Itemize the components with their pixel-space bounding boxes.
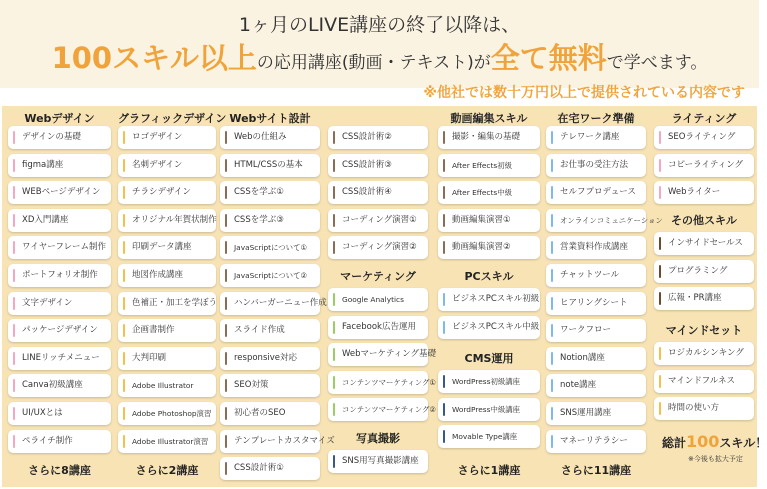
column-heading: その他スキル bbox=[671, 214, 737, 227]
course-label: SEOライティング bbox=[668, 132, 736, 142]
course-item bbox=[8, 374, 111, 397]
color-bar bbox=[225, 352, 227, 365]
column-heading: Webデザイン bbox=[24, 112, 95, 125]
course-item bbox=[546, 374, 646, 397]
color-bar bbox=[123, 159, 125, 172]
headline-100-skills: 100スキル以上 bbox=[51, 41, 257, 75]
color-bar bbox=[333, 186, 335, 199]
course-label: スライド作成 bbox=[234, 325, 285, 336]
course-label: 営業資料作成講座 bbox=[560, 242, 629, 253]
course-label: 色補正・加工を学ぼう bbox=[132, 297, 218, 308]
course-label: CSS設計術② bbox=[342, 132, 392, 142]
color-bar bbox=[443, 403, 445, 416]
course-label: UI/UXとは bbox=[22, 408, 63, 418]
color-bar bbox=[443, 430, 445, 443]
course-item bbox=[8, 264, 111, 287]
course-item bbox=[546, 126, 646, 149]
column-heading: 写真撮影 bbox=[356, 432, 400, 445]
color-bar bbox=[225, 462, 227, 475]
course-item bbox=[220, 126, 320, 149]
course-label: CSS設計術① bbox=[234, 463, 284, 474]
column-heading: CMS運用 bbox=[464, 352, 514, 365]
course-item bbox=[546, 319, 646, 342]
course-item bbox=[220, 154, 320, 177]
color-bar bbox=[551, 159, 553, 172]
color-bar bbox=[333, 159, 335, 172]
course-item bbox=[546, 154, 646, 177]
color-bar bbox=[333, 321, 335, 334]
color-bar bbox=[225, 297, 227, 310]
course-item bbox=[220, 236, 320, 259]
course-label: Adobe Illustrator演習 bbox=[132, 436, 209, 446]
course-item bbox=[438, 288, 540, 311]
course-item bbox=[328, 316, 428, 339]
color-bar bbox=[13, 407, 15, 420]
course-label: Adobe Illustrator bbox=[132, 381, 194, 391]
course-item bbox=[328, 236, 428, 259]
course-item bbox=[328, 288, 428, 311]
course-item bbox=[438, 209, 540, 232]
color-bar bbox=[123, 407, 125, 420]
course-label: LINEリッチメニュー bbox=[22, 352, 100, 363]
color-bar bbox=[13, 214, 15, 227]
course-item bbox=[654, 397, 754, 420]
column-heading: マーケティング bbox=[340, 270, 416, 283]
course-label: JavaScriptについて② bbox=[234, 271, 308, 280]
course-label: Google Analytics bbox=[342, 295, 404, 304]
color-bar bbox=[225, 269, 227, 282]
color-bar bbox=[443, 321, 445, 334]
course-label: note講座 bbox=[560, 380, 597, 391]
course-item bbox=[328, 209, 428, 232]
color-bar bbox=[659, 131, 661, 144]
course-item bbox=[438, 154, 540, 177]
course-label: マネーリテラシー bbox=[560, 435, 628, 446]
color-bar bbox=[443, 159, 445, 172]
course-label: デザインの基礎 bbox=[22, 132, 81, 142]
course-item bbox=[546, 430, 646, 453]
header-banner bbox=[0, 0, 759, 88]
column-heading: PCスキル bbox=[464, 270, 514, 283]
course-item bbox=[220, 181, 320, 204]
color-bar bbox=[551, 352, 553, 365]
course-label: ロゴデザイン bbox=[132, 132, 183, 142]
course-label: 印刷データ講座 bbox=[132, 242, 192, 253]
color-bar bbox=[225, 159, 227, 172]
course-item bbox=[118, 209, 216, 232]
course-item bbox=[328, 450, 428, 473]
course-label: SNS用写真撮影講座 bbox=[342, 456, 419, 466]
price-note: ※他社では数十万円以上で提供されている内容です bbox=[423, 85, 745, 101]
color-bar bbox=[551, 241, 553, 254]
color-bar bbox=[333, 131, 335, 144]
course-label: 初心者のSEO bbox=[234, 408, 286, 418]
more-courses-label: さらに11講座 bbox=[560, 464, 632, 477]
header-line1: 1ヶ月のLIVE講座の終了以降は、 bbox=[238, 14, 521, 36]
course-item bbox=[328, 343, 437, 366]
course-label: CSS設計術④ bbox=[342, 187, 392, 198]
course-item bbox=[438, 126, 540, 149]
color-bar bbox=[443, 241, 445, 254]
course-label: SEO対策 bbox=[234, 380, 269, 391]
course-item bbox=[654, 232, 754, 255]
color-bar bbox=[123, 435, 125, 448]
course-label: Webライター bbox=[668, 187, 721, 198]
color-bar bbox=[551, 297, 553, 310]
color-bar bbox=[123, 241, 125, 254]
course-item bbox=[220, 209, 320, 232]
color-bar bbox=[551, 214, 553, 227]
course-item bbox=[546, 209, 663, 232]
course-label: After Effects中級 bbox=[452, 188, 512, 198]
course-label: Canva初級講座 bbox=[22, 380, 83, 391]
color-bar bbox=[333, 214, 335, 227]
color-bar bbox=[123, 214, 125, 227]
course-item bbox=[8, 154, 111, 177]
course-label: Webマーケティング基礎 bbox=[342, 349, 437, 360]
course-item bbox=[8, 126, 111, 149]
course-label: WEBページデザイン bbox=[22, 187, 101, 198]
course-label: 広報・PR講座 bbox=[668, 293, 722, 304]
course-item bbox=[220, 457, 320, 480]
color-bar bbox=[123, 186, 125, 199]
color-bar bbox=[659, 237, 661, 250]
total-number: 100 bbox=[686, 432, 720, 451]
course-label: Webの仕組み bbox=[234, 132, 287, 142]
course-label: ペライチ制作 bbox=[22, 435, 73, 446]
total-suffix: スキル！ bbox=[719, 436, 767, 450]
course-label: CSSを学ぶ① bbox=[234, 187, 284, 198]
course-item bbox=[8, 430, 111, 453]
color-bar bbox=[333, 241, 335, 254]
column-heading: 在宅ワーク準備 bbox=[557, 112, 635, 125]
color-bar bbox=[551, 379, 553, 392]
course-item bbox=[654, 342, 754, 365]
course-label: テンプレートカスタマイズ bbox=[234, 435, 335, 446]
course-item bbox=[654, 370, 754, 393]
color-bar bbox=[659, 292, 661, 305]
color-bar bbox=[225, 435, 227, 448]
course-label: 時間の使い方 bbox=[668, 403, 720, 414]
course-item bbox=[328, 126, 428, 149]
headline-all-free: 全て無料 bbox=[490, 41, 607, 75]
course-item bbox=[118, 181, 216, 204]
course-label: テレワーク講座 bbox=[560, 132, 620, 142]
course-item bbox=[118, 292, 216, 315]
more-courses-label: さらに2講座 bbox=[135, 464, 199, 477]
color-bar bbox=[225, 379, 227, 392]
course-item bbox=[118, 319, 216, 342]
course-label: responsive対応 bbox=[234, 352, 297, 363]
course-item bbox=[220, 430, 335, 453]
course-item bbox=[438, 425, 540, 448]
course-item bbox=[220, 292, 327, 315]
color-bar bbox=[225, 324, 227, 337]
course-label: オリジナル年賀状制作 bbox=[132, 214, 217, 225]
color-bar bbox=[123, 324, 125, 337]
course-label: チラシデザイン bbox=[132, 187, 191, 198]
color-bar bbox=[123, 297, 125, 310]
color-bar bbox=[13, 324, 15, 337]
color-bar bbox=[443, 375, 445, 388]
course-label: WordPress中級講座 bbox=[452, 404, 521, 414]
color-bar bbox=[225, 407, 227, 420]
color-bar bbox=[13, 435, 15, 448]
course-item bbox=[546, 181, 646, 204]
course-label: セルフプロデュース bbox=[560, 187, 636, 198]
headline-end: で学べます。 bbox=[606, 53, 708, 73]
total-prefix: 総計 bbox=[662, 436, 687, 450]
course-item bbox=[220, 347, 320, 370]
course-item bbox=[546, 402, 646, 425]
course-item bbox=[438, 316, 540, 339]
course-item bbox=[220, 319, 320, 342]
color-bar bbox=[551, 269, 553, 282]
course-item bbox=[654, 260, 754, 283]
course-item bbox=[8, 181, 111, 204]
course-item bbox=[118, 264, 216, 287]
course-label: Notion講座 bbox=[560, 352, 605, 363]
course-label: コーディング演習② bbox=[342, 242, 417, 253]
course-label: ビジネスPCスキル中級 bbox=[452, 321, 540, 332]
course-item bbox=[546, 347, 646, 370]
course-label: ビジネスPCスキル初級 bbox=[452, 294, 540, 304]
color-bar bbox=[13, 352, 15, 365]
course-item bbox=[118, 236, 216, 259]
color-bar bbox=[551, 131, 553, 144]
course-item bbox=[220, 374, 320, 397]
color-bar bbox=[443, 186, 445, 199]
course-label: HTML/CSSの基本 bbox=[234, 159, 303, 170]
header-line2 bbox=[0, 36, 759, 77]
course-item bbox=[546, 292, 646, 315]
course-item bbox=[118, 154, 216, 177]
course-label: CSSを学ぶ③ bbox=[234, 214, 284, 225]
column-heading: ライティング bbox=[671, 112, 737, 125]
color-bar bbox=[123, 269, 125, 282]
color-bar bbox=[13, 297, 15, 310]
column-heading: グラフィックデザイン bbox=[118, 112, 227, 125]
course-label: コーディング演習① bbox=[342, 214, 417, 225]
expansion-note: ※今後も拡大予定 bbox=[688, 455, 743, 463]
course-label: コンテンツマーケティング② bbox=[342, 405, 437, 415]
course-label: チャットツール bbox=[560, 270, 620, 280]
course-label: コピーライティング bbox=[668, 159, 744, 170]
course-item bbox=[220, 264, 320, 287]
course-item bbox=[654, 287, 754, 310]
course-label: SNS運用講座 bbox=[560, 408, 612, 418]
course-label: 撮影・編集の基礎 bbox=[452, 132, 521, 142]
total-skills bbox=[662, 432, 767, 451]
course-label: プログラミング bbox=[668, 265, 728, 276]
color-bar bbox=[333, 293, 335, 306]
course-label: 地図作成講座 bbox=[132, 270, 184, 280]
color-bar bbox=[225, 186, 227, 199]
color-bar bbox=[333, 348, 335, 361]
course-label: ポートフォリオ制作 bbox=[22, 270, 98, 280]
course-item bbox=[118, 402, 216, 425]
course-item bbox=[438, 236, 540, 259]
color-bar bbox=[659, 375, 661, 388]
course-label: WordPress初級講座 bbox=[452, 377, 521, 386]
course-item bbox=[654, 126, 754, 149]
color-bar bbox=[123, 131, 125, 144]
course-item bbox=[8, 292, 111, 315]
course-label: ワイヤーフレーム制作 bbox=[22, 242, 106, 253]
course-label: パッケージデザイン bbox=[22, 325, 98, 336]
course-label: JavaScriptについて① bbox=[234, 243, 308, 253]
course-label: 名刺デザイン bbox=[132, 159, 183, 170]
color-bar bbox=[333, 455, 335, 468]
course-item bbox=[118, 126, 216, 149]
color-bar bbox=[225, 241, 227, 254]
course-label: CSS設計術③ bbox=[342, 159, 392, 170]
column-heading: 動画編集スキル bbox=[450, 112, 528, 125]
color-bar bbox=[13, 186, 15, 199]
color-bar bbox=[551, 186, 553, 199]
course-item bbox=[546, 264, 646, 287]
course-label: Facebook広告運用 bbox=[342, 321, 416, 332]
color-bar bbox=[225, 214, 227, 227]
course-item bbox=[328, 371, 437, 394]
color-bar bbox=[443, 131, 445, 144]
course-item bbox=[8, 209, 111, 232]
column-heading: Webサイト設計 bbox=[229, 112, 311, 125]
color-bar bbox=[551, 324, 553, 337]
color-bar bbox=[13, 159, 15, 172]
course-label: ロジカルシンキング bbox=[668, 348, 744, 358]
color-bar bbox=[123, 379, 125, 392]
course-label: Movable Type講座 bbox=[452, 432, 518, 442]
course-label: 大判印刷 bbox=[132, 352, 167, 363]
color-bar bbox=[659, 402, 661, 415]
course-item bbox=[654, 154, 754, 177]
course-label: ヒアリングシート bbox=[560, 297, 628, 308]
more-courses-label: さらに1講座 bbox=[457, 464, 521, 477]
column-heading: マインドセット bbox=[665, 324, 743, 337]
course-label: XD入門講座 bbox=[22, 214, 69, 225]
color-bar bbox=[225, 131, 227, 144]
course-item bbox=[438, 370, 540, 393]
course-label: 企画書制作 bbox=[132, 325, 175, 336]
color-bar bbox=[659, 159, 661, 172]
course-item bbox=[118, 430, 216, 453]
color-bar bbox=[13, 241, 15, 254]
course-item bbox=[8, 402, 111, 425]
course-label: インサイドセールス bbox=[668, 238, 743, 248]
course-item bbox=[118, 347, 216, 370]
color-bar bbox=[13, 379, 15, 392]
course-label: コンテンツマーケティング① bbox=[342, 377, 437, 387]
course-label: お仕事の受注方法 bbox=[560, 159, 629, 170]
course-item bbox=[328, 398, 437, 421]
course-item bbox=[8, 236, 111, 259]
course-label: 動画編集演習② bbox=[452, 242, 511, 253]
course-item bbox=[328, 181, 428, 204]
course-item bbox=[438, 398, 540, 421]
course-label: After Effects初級 bbox=[452, 160, 512, 170]
course-item bbox=[328, 154, 428, 177]
course-label: Adobe Photoshop演習 bbox=[132, 409, 212, 418]
color-bar bbox=[123, 352, 125, 365]
course-item bbox=[118, 374, 216, 397]
color-bar bbox=[659, 265, 661, 278]
course-item bbox=[8, 319, 111, 342]
color-bar bbox=[333, 403, 335, 416]
headline-mid: の応用講座(動画・テキスト)が bbox=[256, 53, 491, 73]
skills-panel bbox=[2, 106, 767, 487]
color-bar bbox=[443, 293, 445, 306]
color-bar bbox=[551, 435, 553, 448]
course-label: オンラインコミュニケーション bbox=[560, 215, 663, 225]
color-bar bbox=[443, 214, 445, 227]
color-bar bbox=[333, 376, 335, 389]
course-item bbox=[654, 181, 754, 204]
course-label: 文字デザイン bbox=[22, 297, 73, 308]
course-item bbox=[8, 347, 111, 370]
course-item bbox=[220, 402, 320, 425]
color-bar bbox=[13, 269, 15, 282]
color-bar bbox=[659, 347, 661, 360]
more-courses-label: さらに8講座 bbox=[28, 464, 91, 477]
color-bar bbox=[13, 131, 15, 144]
color-bar bbox=[659, 186, 661, 199]
course-label: 動画編集演習① bbox=[452, 214, 511, 225]
course-item bbox=[438, 181, 540, 204]
course-item bbox=[546, 236, 646, 259]
color-bar bbox=[551, 407, 553, 420]
course-label: ワークフロー bbox=[560, 325, 612, 336]
course-label: マインドフルネス bbox=[668, 375, 735, 386]
course-label: ハンバーガーニュー作成 bbox=[234, 297, 327, 308]
course-label: figma講座 bbox=[22, 159, 64, 170]
